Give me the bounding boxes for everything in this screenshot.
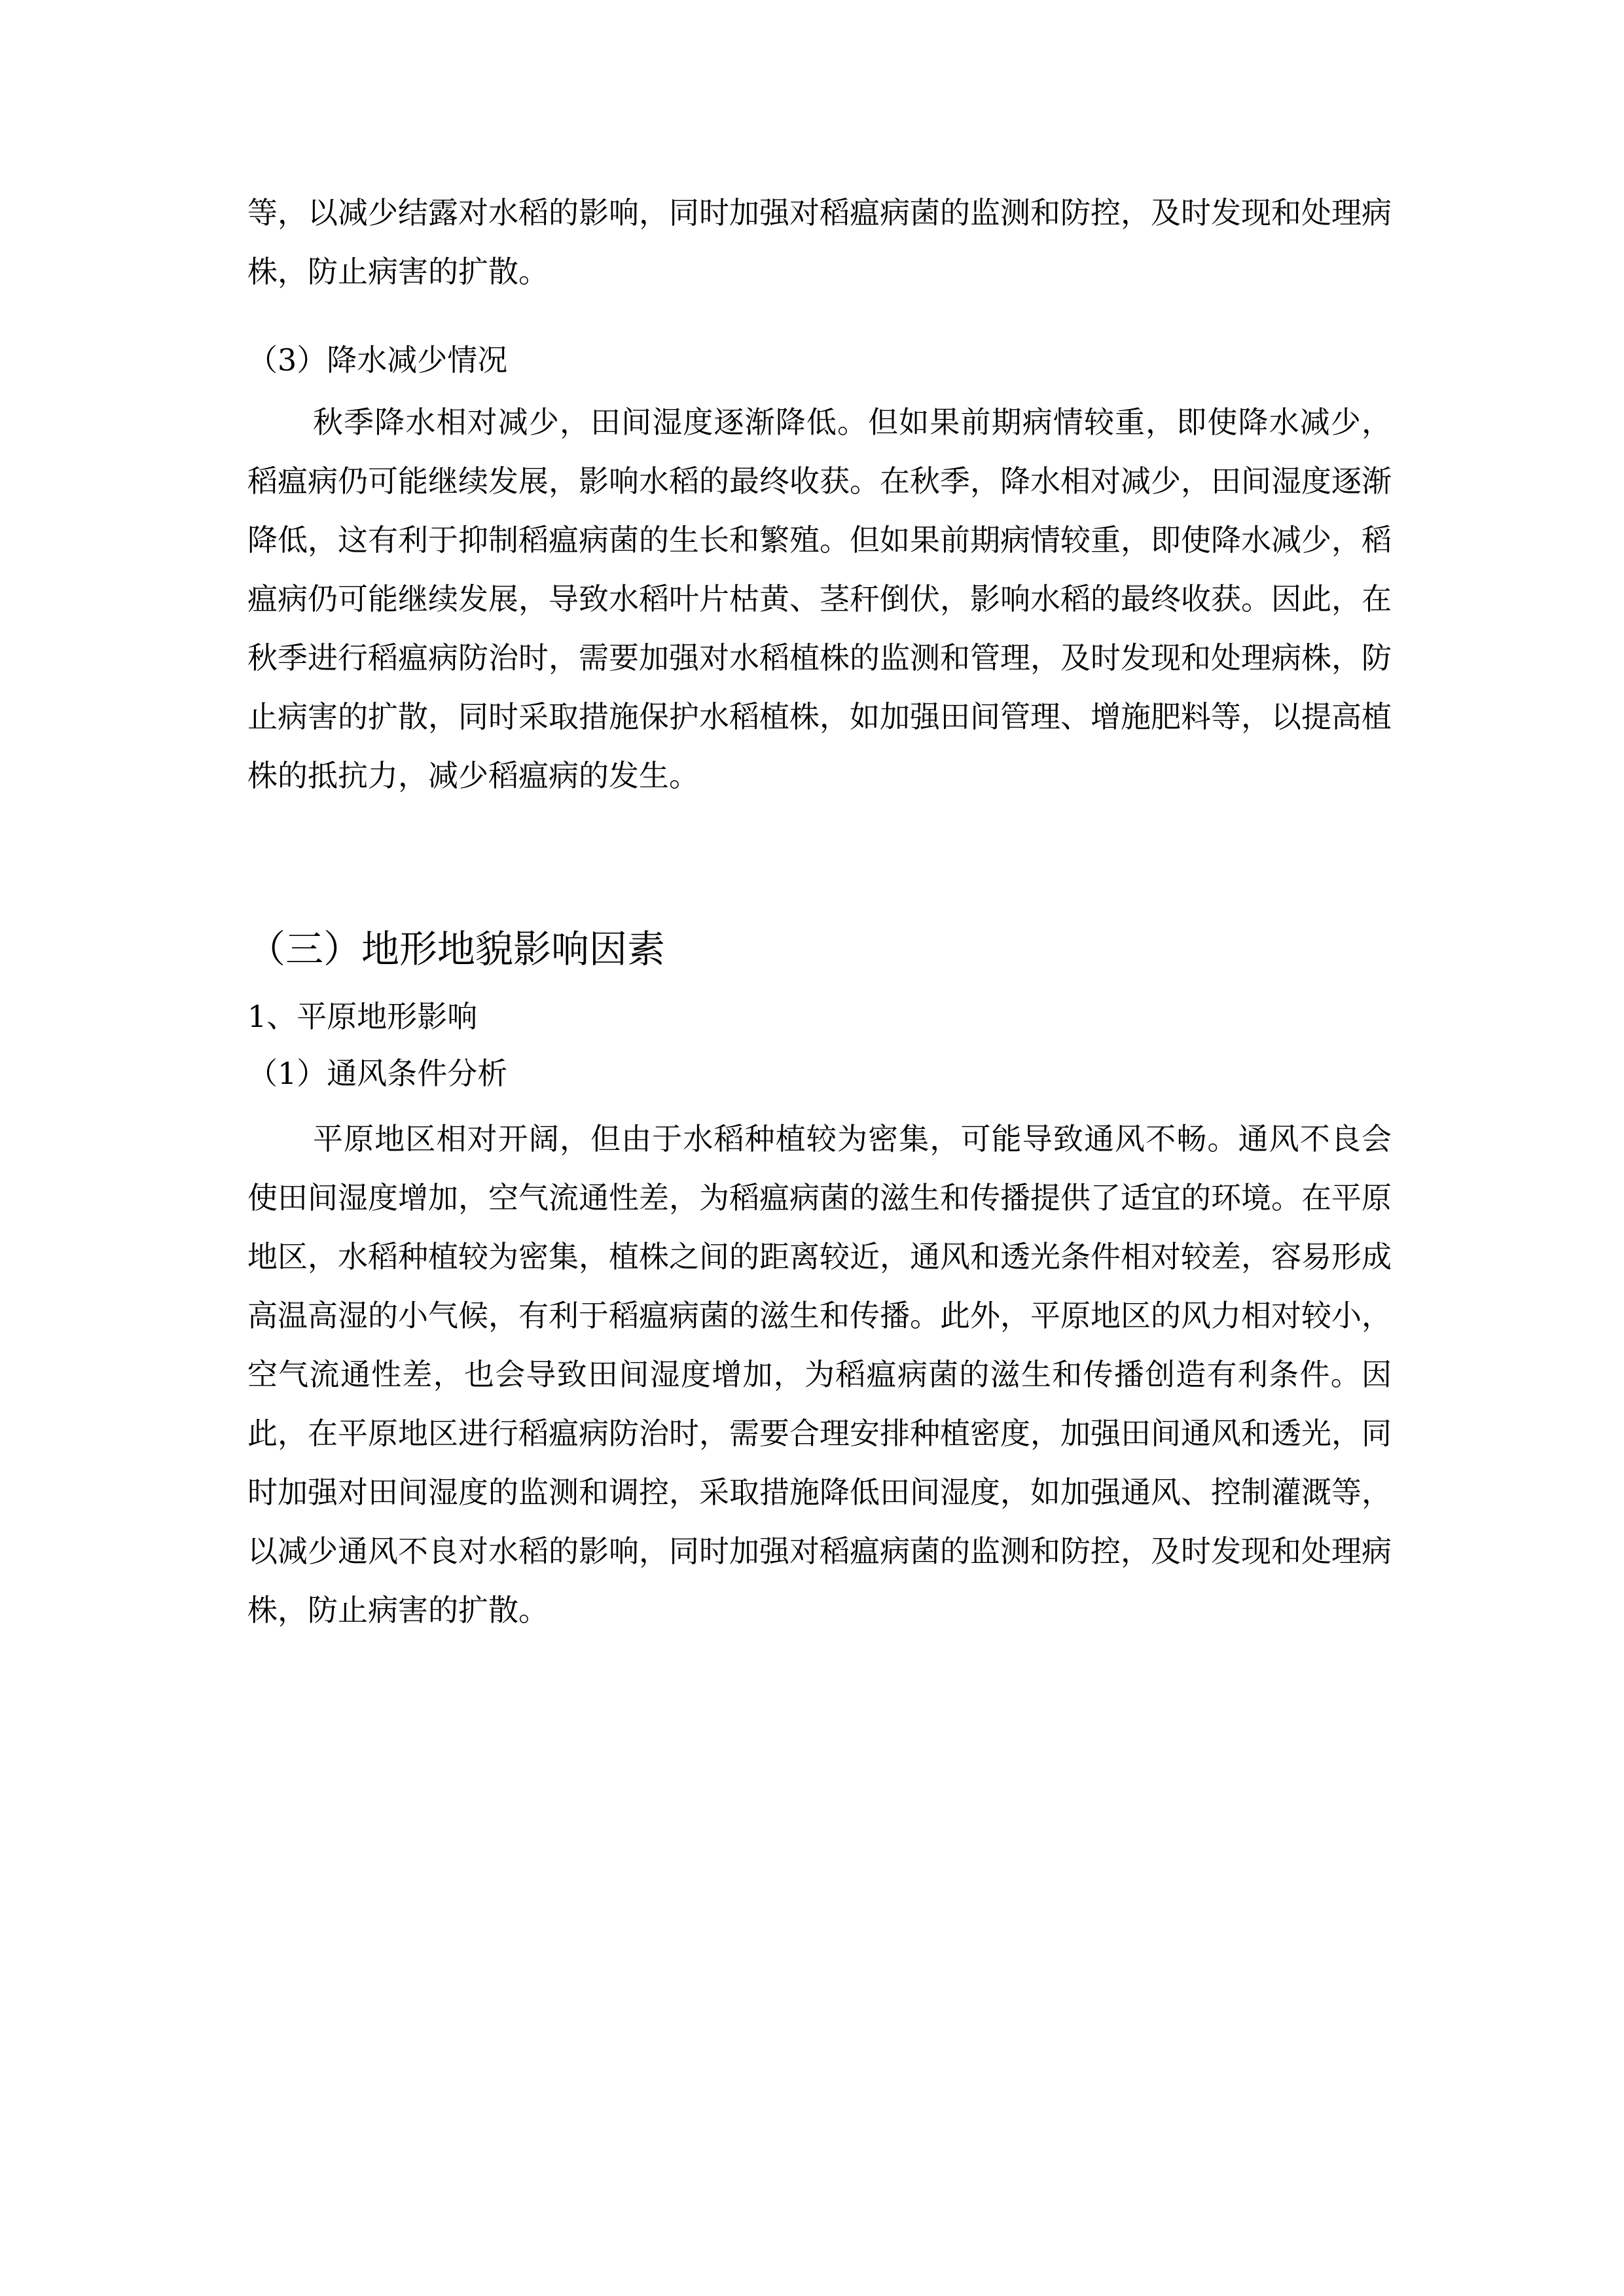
section-heading-terrain [247, 926, 1392, 972]
subheading-ventilation [247, 1054, 1392, 1093]
ventilation-paragraph-text: 平原地区相对开阔，但由于水稻种植较为密集，可能导致通风不畅。通风不良会使田间湿度增加，空气流通性差，为稻瘟病菌的滋生和传播提供了适宜的环境。在平原地区，水稻种植较为密集，植株之间的距离较近，通风和透光条件相对较差，容易形成高温高湿的小气候，有利于稻瘟病菌的滋生和传播。此外，平原地区的风力相对较小，空气流通性差，也会导致田间湿度增加，为稻瘟病菌的滋生和传播创造有利条件。因此，在平原地区进行稻瘟病防治时，需要合理安排种植密度，加强田间通风和透光，同时加强对田间湿度的监测和调控，采取措施降低田间湿度，如加强通风、控制灌溉等，以减少通风不良对水稻的影响，同时加强对稻瘟病菌的监测和防控，及时发现和处理病株，防止病害的扩散。 [247, 1121, 1392, 1628]
subheading-plain-terrain-text: 1、平原地形影响 [247, 999, 478, 1034]
subheading-rain-decrease [247, 340, 1392, 380]
subheading-plain-terrain [247, 997, 1392, 1036]
continuation-paragraph [247, 183, 1392, 301]
subheading-rain-decrease-text: （3）降水减少情况 [247, 342, 508, 378]
rain-paragraph-text: 秋季降水相对减少，田间湿度逐渐降低。但如果前期病情较重，即使降水减少，稻瘟病仍可能继续发展，影响水稻的最终收获。在秋季，降水相对减少，田间湿度逐渐降低，这有利于抑制稻瘟病菌的生长和繁殖。但如果前期病情较重，即使降水减少，稻瘟病仍可能继续发展，导致水稻叶片枯黄、茎秆倒伏，影响水稻的最终收获。因此，在秋季进行稻瘟病防治时，需要加强对水稻植株的监测和管理，及时发现和处理病株，防止病害的扩散，同时采取措施保护水稻植株，如加强田间管理、增施肥料等，以提高植株的抵抗力，减少稻瘟病的发生。 [247, 404, 1392, 793]
ventilation-paragraph [247, 1109, 1392, 1640]
subheading-ventilation-text: （1）通风条件分析 [247, 1056, 508, 1091]
rain-paragraph [247, 393, 1392, 805]
continuation-text: 等，以减少结露对水稻的影响，同时加强对稻瘟病菌的监测和防控，及时发现和处理病株，防止病害的扩散。 [247, 195, 1392, 289]
section-heading-terrain-text: （三）地形地貌影响因素 [247, 927, 666, 971]
